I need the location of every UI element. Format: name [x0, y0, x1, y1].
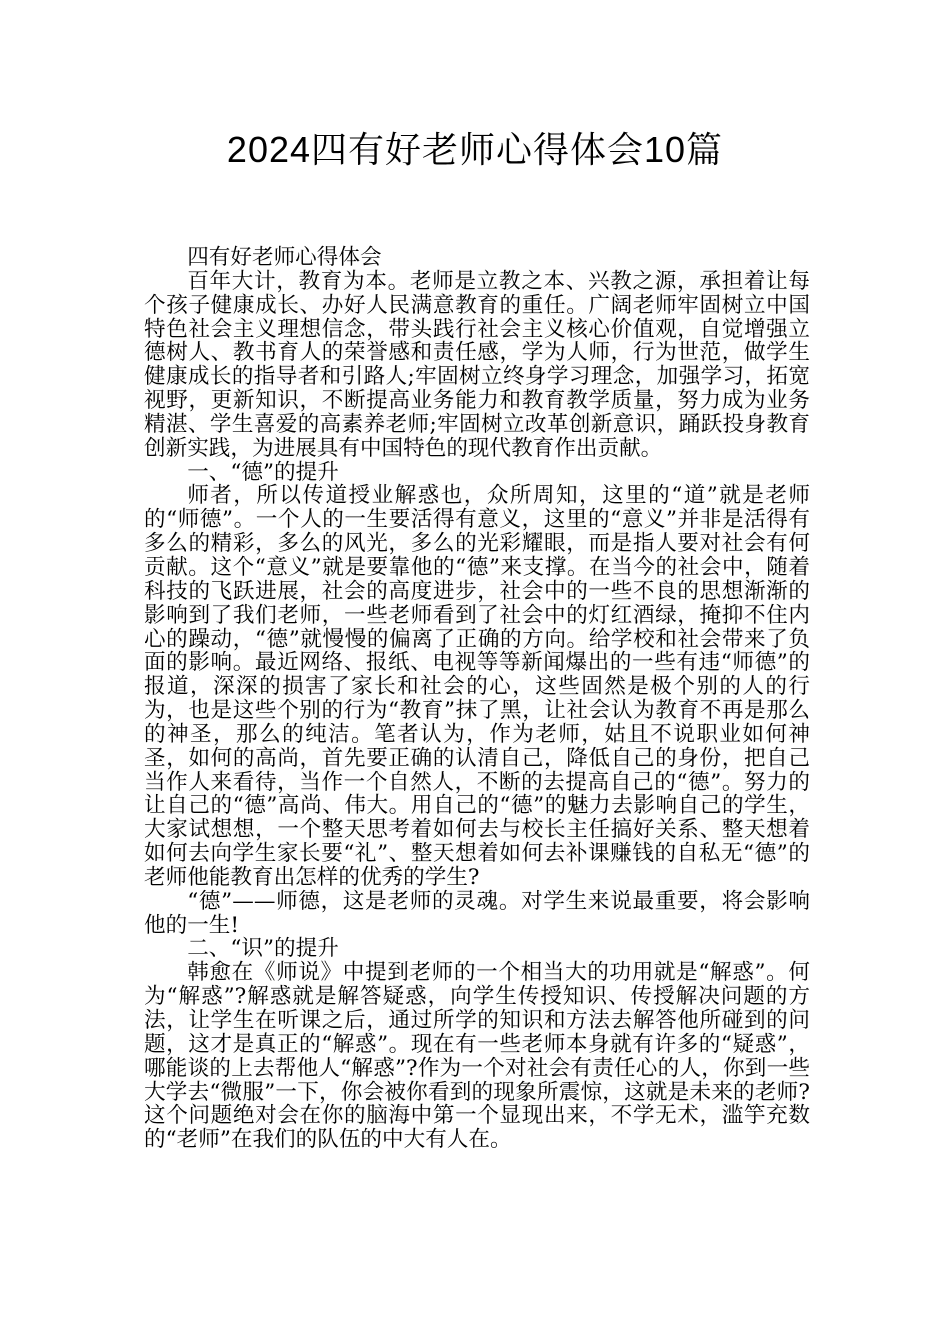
section-heading-virtue: 一、“德”的提升	[187, 459, 339, 485]
section-subtitle: 四有好老师心得体会	[187, 245, 382, 270]
section-heading-knowledge: 二、“识”的提升	[187, 936, 339, 962]
document-body	[144, 246, 810, 1152]
virtue-paragraph: 师者，所以传道授业解惑也，众所周知，这里的“道”就是老师的“师德”。一个人的一生要活得有意义，这里的“意义”并非是活得有多么的精彩，多么的风光，多么的光彩耀眼，而是指人要对社会有何贡献。这个“意义”就是要靠他的“德”来支撑。在当今的社会中，随着科技的飞跃进展，社会的高度进步，社会中的一些不良的思想渐渐的影响到了我们老师，一些老师看到了社会中的灯红酒绿，掩抑不住内心的躁动，“德”就慢慢的偏离了正确的方向。给学校和社会带来了负面的影响。最近网络、报纸、电视等等新闻爆出的一些有违“师德”的报道，深深的损害了家长和社会的心，这些固然是极个别的人的行为，也是这些个别的行为“教育”抹了黑，让社会认为教育不再是那么的神圣，那么的纯洁。笔者认为，作为老师，姑且不说职业如何神圣，如何的高尚，首先要正确的认清自己，降低自己的身份，把自己当作人来看待，当作一个自然人，不断的去提高自己的“德”。努力的让自己的“德”高尚、伟大。用自己的“德”的魅力去影响自己的学生，大家试想想，一个整天思考着如何去与校长主任搞好关系、整天想着如何去向学生家长要“礼”、整天想着如何去补课赚钱的自私无“德”的老师他能教育出怎样的优秀的学生?	[144, 483, 810, 890]
knowledge-paragraph: 韩愈在《师说》中提到老师的一个相当大的功用就是“解惑”。何为“解惑”?解惑就是解答疑惑，向学生传授知识、传授解决问题的方法，让学生在听课之后，通过所学的知识和方法去解答他所碰到的问题，这才是真正的“解惑”。现在有一些老师本身就有许多的“疑惑”，哪能谈的上去帮他人“解惑”?作为一个对社会有责任心的人，你到一些大学去“微服”一下，你会被你看到的现象所震惊，这就是未来的老师?这个问题绝对会在你的脑海中第一个显现出来，不学无术，滥竽充数的“老师”在我们的队伍的中大有人在。	[144, 960, 810, 1153]
virtue-summary-paragraph: “德”——师德，这是老师的灵魂。对学生来说最重要，将会影响他的一生!	[144, 888, 810, 938]
document-title: 2024四有好老师心得体会10篇	[226, 129, 724, 170]
intro-paragraph: 百年大计，教育为本。老师是立教之本、兴教之源，承担着让每个孩子健康成长、办好人民满意教育的重任。广阔老师牢固树立中国特色社会主义理想信念，带头践行社会主义核心价值观，自觉增强立德树人、教书育人的荣誉感和责任感，学为人师，行为世范，做学生健康成长的指导者和引路人;牢固树立终身学习理念，加强学习，拓宽视野，更新知识，不断提高业务能力和教育教学质量，努力成为业务精湛、学生喜爱的高素养老师;牢固树立改革创新意识，踊跃投身教育创新实践，为进展具有中国特色的现代教育作出贡献。	[144, 268, 810, 461]
